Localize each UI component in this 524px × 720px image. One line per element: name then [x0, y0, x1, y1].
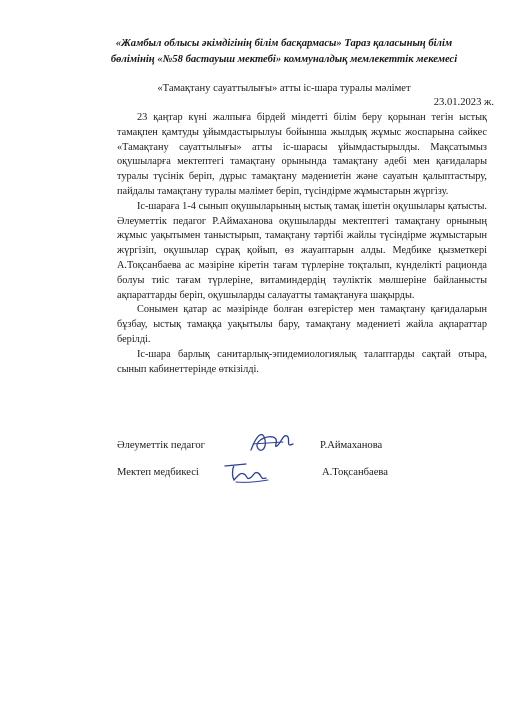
signature-row-school-nurse — [117, 467, 487, 485]
paragraph: Іс-шараға 1-4 сынып оқушыларының ыстық тамақ ішетін оқушылары қатысты. Әлеуметтік педагог Р.Аймаханова оқушыларды мектептегі тамақтану орнының жұмыс уақытымен таныстырып, тамақтану тәртібі жайлы түсіндірме жұмыстарын жүргізіп, оқушылар сұрақ қойып, өз жауаптарын алды. Медбике қызметкері А.Тоқсанбаева ас мәзіріне кіретін тағам түрлеріне тоқталып, күнделікті рационда болуы тиіс тағам түрлеріне, витаминдердің тәуліктік мөлшеріне байланысты ақпараттарды беріп, оқушыларды салауатты тамақтануға шақырды. — [117, 200, 487, 301]
signature-row-social-pedagogue — [117, 440, 487, 458]
signature-name: А.Тоқсанбаева — [322, 467, 388, 478]
paragraph: 23 қаңтар күні жалпыға бірдей міндетті білім беру қорынан тегін ыстық тамақпен қамтуды ұйымдастырылуы бойынша жылдық жұмыс жоспарына сәйкес «Тамақтану сауаттылығы» атты іс-шарасы ұйымдастырылды. Мақсатымыз оқушыларға мектептегі тамақтану орынында тамақтану әдебі мен қағидалары туралы түсінік беріп, дұрыс тамақтану мәдениетін және сауатын қалыптастыру, пайдалы тамақтану туралы мәлімет беріп, түсіндірме жұмыстарын жүргізу. — [117, 112, 487, 197]
signature-name: Р.Аймаханова — [320, 440, 383, 451]
header-line-1: «Жамбыл облысы әкімдігінің білім басқармасы» Тараз қаласының білім — [115, 38, 453, 49]
document-title: «Тамақтану сауаттылығы» атты іс-шара туралы мәлімет — [157, 83, 411, 94]
signature-role: Әлеуметтік педагог — [117, 440, 205, 451]
document-body — [117, 111, 487, 377]
document-date: 23.01.2023 ж. — [433, 97, 494, 108]
paragraph: Іс-шара барлық санитарлық-эпидемиологиялық талаптарды сақтай отыра, сынып кабинеттерінде өткізілді. — [117, 348, 487, 375]
header-line-2: бөлімінің «№58 бастауыш мектебі» коммуналдық мемлекеттік мекемесі — [110, 54, 458, 65]
signature-role: Мектеп медбикесі — [117, 467, 199, 478]
paragraph: Сонымен қатар ас мәзірінде болған өзгерістер мен тамақтану қағидаларын бұзбау, ыстық тамаққа уақытылы бару, тамақтану мәдениеті жайла ақпараттар берілді. — [117, 304, 487, 345]
handwritten-signature-2 — [222, 456, 272, 486]
organization-header — [84, 36, 484, 68]
handwritten-signature-1 — [247, 428, 299, 458]
